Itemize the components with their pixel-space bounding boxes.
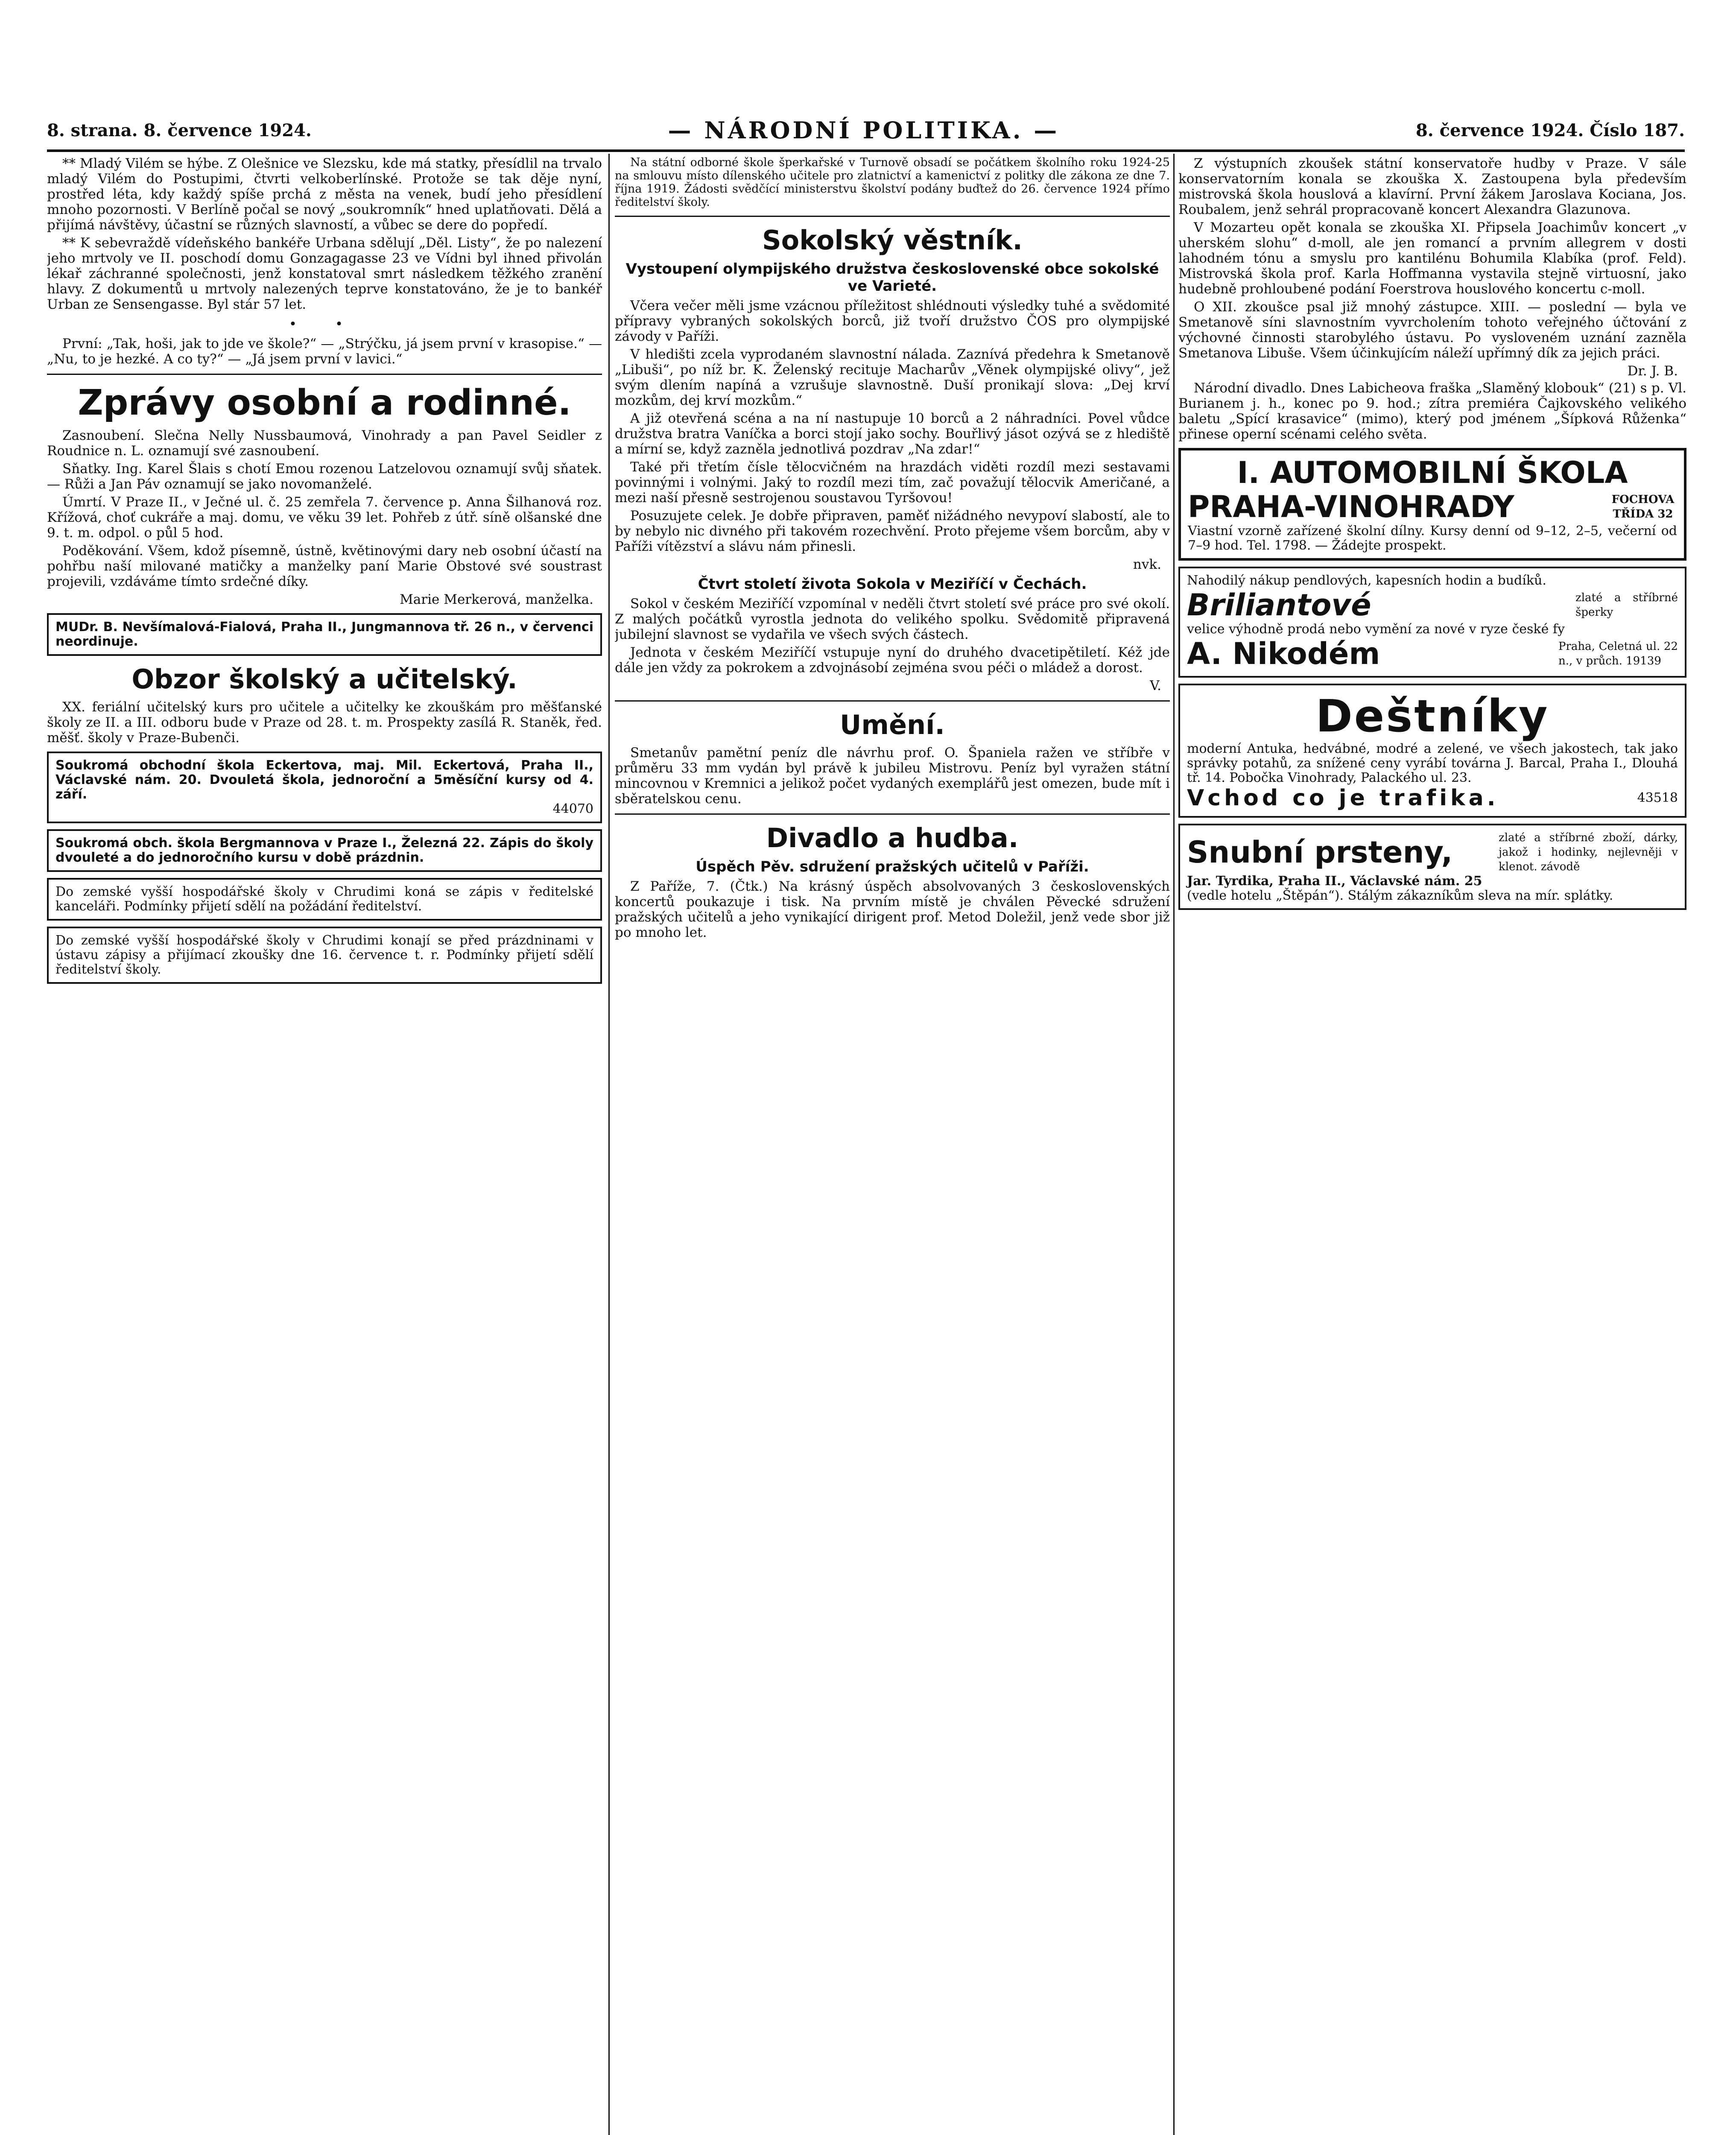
article-conservatory-3: O XII. zkoušce psal již mnohý zástupce. XIII. — poslední — byla ve Smetanově síni slavnostním vyvrcholením tohoto veřejného účtování z výchovné činnosti starobylého ústavu. Po vysloveném uznání zazněla Smetanova Libuše. Všem účinkujícím náleží upřímný dík za jejich práci. xyxy=(1178,299,1686,361)
section-heading-theatre: Divadlo a hudba. xyxy=(766,822,1019,854)
ad-chrudim-school-2: Do zemské vyšší hospodářské školy v Chrudimi konají se před prázdninami v ústavu zápisy a přijímací zkoušky dne 16. července t. r. Podmínky přijetí sdělí ředitelství školy. xyxy=(47,927,602,984)
notice-engagement: Zasnoubení. Slečna Nelly Nussbaumová, Vinohrady a pan Pavel Seidler z Roudnice n. L. oznamují své zasnoubení. xyxy=(47,428,602,459)
article-smetana-coin: Smetanův pamětní peníz dle návrhu prof. O. Španiela ražen ve stříbře v průměru 33 mm vydán byl právě k jubileu Mistrovu. Peníz byl vyražen státní mincovnou v Kremnici a jelikož počet vydaných exemplářů jest omezen, bude mít i sběratelskou cenu. xyxy=(615,745,1170,807)
column-divider xyxy=(608,154,610,2135)
article-conservatory-1: Z výstupních zkoušek státní konservatoře hudby v Praze. V sále konservatorním konala se zkouška X. Zastoupena byla především mistrovská škola houslová a klavírní. První žákem Jaroslava Kociana, Jos. Roubalem, jenž sehrál propracovaně koncert Alexandra Glazunova. xyxy=(1178,156,1686,217)
ad-doctor: MUDr. B. Nevšímalová-Fialová, Praha II., Jungmannova tř. 26 n., v červenci neordinuje. xyxy=(47,613,602,656)
column-3 xyxy=(1178,156,1686,2135)
signature: V. xyxy=(1150,678,1161,693)
newspaper-title: — NÁRODNÍ POLITIKA. — xyxy=(668,117,1060,144)
article-olympic-3: A již otevřená scéna a na ní nastupuje 10 borců a 2 náhradníci. Povel vůdce družstva bratra Vaníčka a borci stojí jako sochy. Bouřlivý jásot ozývá se z hlediště a mírní se, když zazněla jednotlivá pozdrav „Na zdar!“ xyxy=(615,411,1170,457)
section-heading-sokol: Sokolský věstník. xyxy=(762,225,1023,256)
ad-automobile-school: I. AUTOMOBILNÍ ŠKOLA PRAHA-VINOHRADY FOCHOVA TŘÍDA 32 Viastní vzorně zařízené školní dílny. Kursy denní od 9–12, 2–5, večerní od 7–9 hod. Tel. 1798. — Žádejte prospekt. xyxy=(1178,448,1686,561)
article-meziric-2: Jednota v českém Meziříčí vstupuje nyní do druhého dvacetipětiletí. Kéž jde dále jen vždy za pokrokem a zdvojnásobí zejména svou péči o mládež a dorost. xyxy=(615,645,1170,676)
article-meziric-1: Sokol v českém Meziříčí vzpomínal v neděli čtvrt století své práce pro své okolí. Z malých počátků vyrostla jednota do velikého spolku. Svědomitě připravená jubilejní slavnost se vydařila ve všech svých částech. xyxy=(615,596,1170,642)
issue-number: 8. července 1924. Číslo 187. xyxy=(1415,120,1685,140)
ad-eckert-school: Soukromá obchodní škola Eckertova, maj. Mil. Eckertová, Praha II., Václavské nám. 20. Dvouletá škola, jednoroční a 5měsíční kursy od 4. září. 44070 xyxy=(47,752,602,823)
article-paris-concert: Z Paříže, 7. (Čtk.) Na krásný úspěch absolvovaných 3 československých koncertů poukazuje i tisk. Na prvním místě je chválen Pěvecké sdružení pražských učitelů a jeho vynikající dirigent prof. Metod Doležil, jenž vede sbor již po mnoho let. xyxy=(615,879,1170,940)
ad-snubni-prsteny: Snubní prsteny, zlaté a stříbrné zboží, dárky, jakož i hodinky, nejlevněji v klenot. závodě Jar. Tyrdika, Praha II., Václavské nám. 25 (vedle hotelu „Štěpán“). Stálým zákazníkům sleva na mír. splátky. xyxy=(1178,824,1686,910)
ad-bergmann-school: Soukromá obch. škola Bergmannova v Praze I., Železná 22. Zápis do školy dvouleté a do jednoročního kursu v době prázdnin. xyxy=(47,829,602,872)
notice-deaths: Úmrtí. V Praze II., v Ječné ul. č. 25 zemřela 7. července p. Anna Šilhanová roz. Křížová, choť cukráře a maj. domu, ve věku 39 let. Pohřeb z útř. síně olšanské dne 9. t. m. odpol. o půl 5 hod. xyxy=(47,494,602,541)
column-2 xyxy=(615,156,1170,2135)
notice-turnov-school: Na státní odborné škole šperkařské v Turnově obsadí se počátkem školního roku 1924-25 na smlouvu místo dílenského učitele pro zlatnictví a kamenictví z politky dle zákona ze dne 7. října 1919. Žádosti svědčící ministerstvu školství podány buďtež do 26. července 1924 přímo ředitelství školy. xyxy=(615,156,1170,209)
notice-teacher-course: XX. feriální učitelský kurs pro učitele a učitelky ke zkouškám pro měšťanské školy ze II. a III. odboru bude v Praze od 28. t. m. Prospekty zasílá R. Staněk, řed. měšť. školy v Praze-Bubenči. xyxy=(47,699,602,746)
article-bankere-urbana: ** K sebevraždě vídeňského bankéře Urbana sdělují „Děl. Listy“, že po nalezení jeho mrtvoly ve II. poschodí domu Gonzagagasse 23 ve Vídni byl ihned přivolán lékař záchranné společnosti, jenž konstatoval smrt následkem těžkého zranění hlavy. Z dokumentů u mrtvoly nalezených teprve konstatováno, že je to bankéř Urban ze Sensengasse. Byl stár 57 let. xyxy=(47,235,602,312)
header-rule xyxy=(47,149,1685,152)
subheading-olympic: Vystoupení olympijského družstva československé obce sokolské ve Varieté. xyxy=(625,260,1159,295)
subheading-paris: Úspěch Pěv. sdružení pražských učitelů v Paříži. xyxy=(696,858,1089,875)
page-number-date: 8. strana. 8. července 1924. xyxy=(47,120,312,140)
article-olympic-1: Včera večer měli jsme vzácnou příležitost shlédnouti výsledky tuhé a svědomité přípravy vybraných sokolských borců, již tvoří družstvo ČOS pro olympijské závody v Paříži. xyxy=(615,298,1170,344)
divider xyxy=(47,374,602,375)
signature: Dr. J. B. xyxy=(1627,363,1678,379)
column-1 xyxy=(47,156,602,2135)
article-olympic-5: Posuzujete celek. Je dobře připraven, paměť nižádného nevypoví slabostí, ale to by nebylo nic divného při takovém rozechvění. Proto přejeme všem borcům, aby v Paříži vítězství a slávu nám přinesli. xyxy=(615,508,1170,554)
divider xyxy=(615,216,1170,217)
signature: nvk. xyxy=(1133,557,1161,572)
column-divider xyxy=(1173,154,1175,2135)
separator-dots: • • xyxy=(289,316,360,332)
divider xyxy=(615,700,1170,702)
notice-marriage: Sňatky. Ing. Karel Šlais s chotí Emou rozenou Latzelovou oznamují svůj sňatek. — Růži a Jan Páv oznamují se jako novomanželé. xyxy=(47,461,602,492)
section-heading-art: Umění. xyxy=(840,709,945,740)
notice-thanks: Poděkování. Všem, kdož písemně, ústně, květinovými dary neb osobní účastí na pohřbu naší milované matičky a manželky paní Marie Obstové své soustrast projevili, vzdáváme tímto srdečné díky. xyxy=(47,543,602,589)
ad-destniky: Deštníky moderní Antuka, hedvábné, modré a zelené, ve všech jakostech, tak jako správky potahů, za snížené ceny vyrábí továrna J. Barcal, Praha I., Dlouhá tř. 14. Pobočka Vinohrady, Palackého ul. 23. Vchod co je trafika. 43518 xyxy=(1178,684,1686,818)
article-mlady-vilem: ** Mladý Vilém se hýbe. Z Olešnice ve Slezsku, kde má statky, přesídlil na trvalo mladý Vilém do Postupimi, čtvrti velkoberlínské. Protože se tak děje nyní, prostřed léta, kdy každý spíše prchá z města na venek, budí jeho přesídlení mnoho pozornosti. V Berlíně počal se nový „soukromník“ hned uplatňovati. Dělá a přijímá návštěvy, účastní se různých slavností, a vůbec se dere do popředí. xyxy=(47,156,602,233)
page-header xyxy=(47,111,1685,149)
section-heading-school: Obzor školský a učitelský. xyxy=(132,664,517,695)
subheading-meziric: Čtvrt století života Sokola v Meziříčí v Čechách. xyxy=(698,576,1087,593)
article-olympic-4: Také při třetím čísle tělocvičném na hrazdách viděti rozdíl mezi sestavami povinnými i volnými. Jaký to rozdíl mezi tím, zač považují tělocvik Američané, a mezi naší přesně sestrojenou soustavou Tyršovou! xyxy=(615,459,1170,506)
article-joke: První: „Tak, hoši, jak to jde ve škole?“ — „Strýčku, já jsem první v krasopise.“ — „Nu, to je hezké. A co ty?“ — „Já jsem první v lavici.“ xyxy=(47,336,602,367)
ad-briliant: Nahodilý nákup pendlových, kapesních hodin a budíků. Briliantové zlaté a stříbrné šperky velice výhodně prodá nebo vymění za nové v ryze české fy A. Nikodém Praha, Celetná ul. 22 n., v průch. 19139 xyxy=(1178,567,1686,678)
article-olympic-2: V hledišti zcela vyprodaném slavnostní nálada. Zaznívá předehra k Smetanově „Libuši“, po níž br. K. Želenský recituje Macharův „Věnek olympijské olivy“, jež svým dlením napíná a vzrušuje slavnostně. Duší pronikají slova: „Dej krví mozkům, dej krví mozkům.“ xyxy=(615,347,1170,408)
article-national-theatre: Národní divadlo. Dnes Labicheova fraška „Slaměný klobouk“ (21) s p. Vl. Burianem j. h., konec po 9. hod.; zítra premiéra Čajkovského velikého baletu „Spící krasavice“ (mimo), který pod jménem „Šípková Růženka“ přinese operní scénami celého světa. xyxy=(1178,380,1686,442)
signature: Marie Merkerová, manželka. xyxy=(400,592,593,607)
section-heading-personal: Zprávy osobní a rodinné. xyxy=(78,383,571,423)
ad-chrudim-school: Do zemské vyšší hospodářské školy v Chrudimi koná se zápis v ředitelské kanceláři. Podmínky přijetí sdělí na požádání ředitelství. xyxy=(47,878,602,921)
article-conservatory-2: V Mozarteu opět konala se zkouška XI. Připsela Joachimův koncert „v uherském slohu“ d-moll, ale jen romancí a prvním allegrem v dosti lahodném tónu a smyslu pro kantilénu Bohumila Klabíka (prof. Feld). Mistrovská škola prof. Karla Hoffmanna vystavila stejně virtuosní, jako hudebně prohloubené podání Foerstrova houslového koncertu c-moll. xyxy=(1178,220,1686,297)
divider xyxy=(615,813,1170,815)
